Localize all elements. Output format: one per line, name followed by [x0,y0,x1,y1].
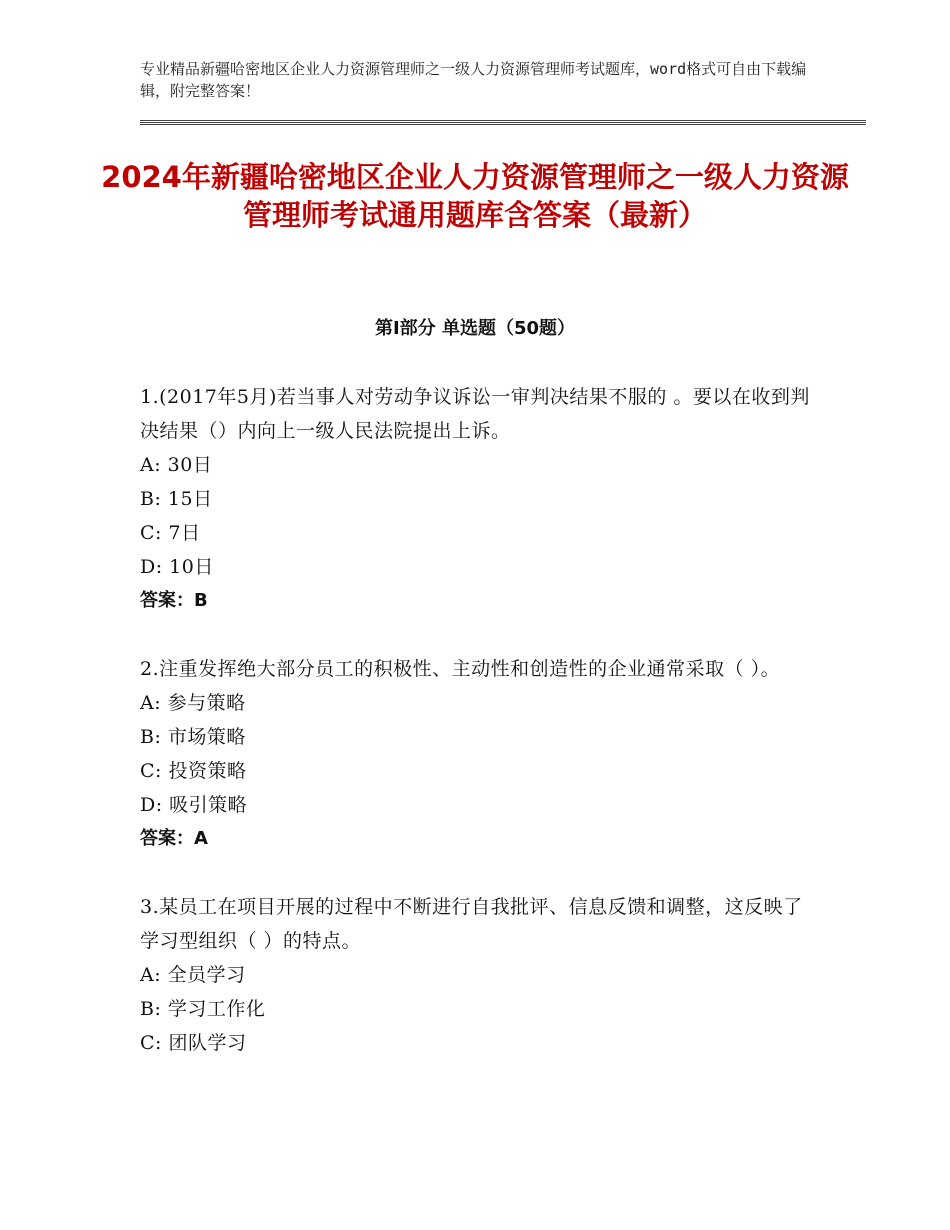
question-stem: 2.注重发挥绝大部分员工的积极性、主动性和创造性的企业通常采取（ ）。 [140,658,781,680]
question-3 [140,890,820,1060]
option-a: A: 全员学习 [140,964,246,986]
header-note: 专业精品新疆哈密地区企业人力资源管理师之一级人力资源管理师考试题库，word格式可自由下载编辑，附完整答案！ [140,60,807,100]
option-c: C: 投资策略 [140,760,247,782]
option-b: B: 市场策略 [140,726,246,748]
option-c: C: 团队学习 [140,1032,247,1054]
question-2 [140,652,820,856]
question-stem: 1.(2017年5月)若当事人对劳动争议诉讼一审判决结果不服的 。要以在收到判决结果（）内向上一级人民法院提出上诉。 [140,386,810,442]
header-divider [140,120,866,125]
option-b: B: 学习工作化 [140,998,266,1020]
document-title: 2024年新疆哈密地区企业人力资源管理师之一级人力资源管理师考试通用题库含答案（最新） [101,160,849,232]
question-stem: 3.某员工在项目开展的过程中不断进行自我批评、信息反馈和调整，这反映了学习型组织（ ）的特点。 [140,896,803,952]
option-d: D: 10日 [140,556,214,578]
answer: 答案：A [140,828,208,849]
answer: 答案：B [140,590,208,611]
question-1 [140,380,820,618]
option-d: D: 吸引策略 [140,794,248,816]
option-a: A: 参与策略 [140,692,246,714]
section-title: 第Ⅰ部分 单选题（50题） [374,318,575,339]
option-b: B: 15日 [140,488,213,510]
option-a: A: 30日 [140,454,213,476]
question-list [140,380,820,1094]
option-c: C: 7日 [140,522,201,544]
